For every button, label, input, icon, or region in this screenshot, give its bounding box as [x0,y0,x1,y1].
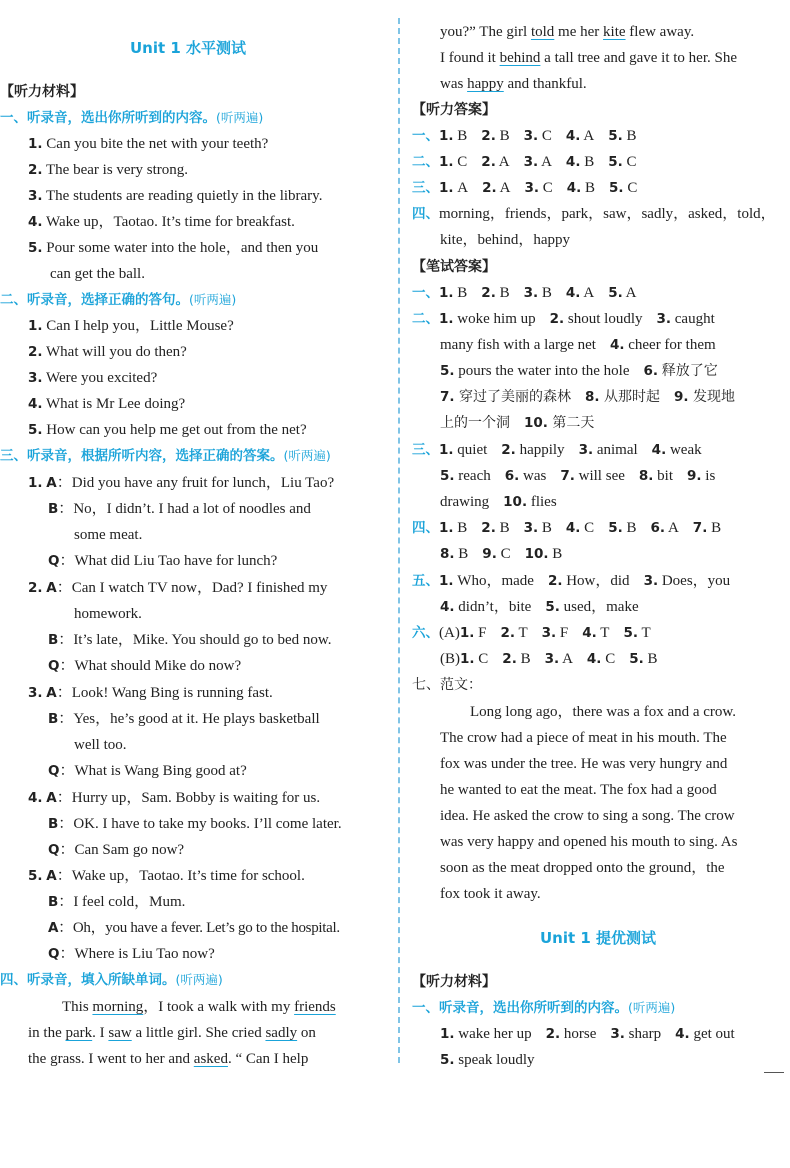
column-divider [398,18,400,1063]
answer-row-continued: (B)1. C 2. B 3. A 4. C 5. B [440,651,658,667]
dialogue-line: Q：Where is Liu Tao now? [48,946,215,962]
list-item: 1. Can I help you，Little Mouse? [28,318,234,334]
list-item: 3. The students are reading quietly in the library. [28,188,323,204]
dialogue-line: 5. A：Wake up，Taotao. It’s time for school. [28,868,305,884]
answer-row-continued: 上的一个洞 10. 第二天 [440,415,595,431]
answer-row-continued: drawing 10. flies [440,494,557,510]
answer-row-continued: kite，behind，happy [440,232,570,248]
listening-material-heading: 【听力材料】 [0,84,84,100]
essay-line: The crow had a piece of meat in his mouth. The [440,730,727,746]
dialogue-line: B：Yes，he’s good at it. He plays basketball [48,711,320,727]
list-item: 2. What will you do then? [28,344,187,360]
essay-line: he wanted to eat the meat. The fox had a good [440,782,717,798]
answer-row: 一、1. B 2. B 3. C 4. A 5. B [412,128,637,144]
answer-row-continued: 5. pours the water into the hole 6. 释放了它 [440,363,718,379]
dialogue-line: B：It’s late，Mike. You should go to bed now. [48,632,332,648]
section-2-heading: 二、听录音，选择正确的答句。(听两遍) [0,292,237,308]
passage-line: I found it behind a tall tree and gave it to her. She [440,50,738,66]
answer-row: 三、1. A 2. A 3. C 4. B 5. C [412,180,638,196]
dialogue-line: homework. [74,606,142,622]
listening-answers-heading: 【听力答案】 [412,102,496,118]
section-3-heading: 三、听录音，根据所听内容，选择正确的答案。(听两遍) [0,448,331,464]
written-answers-heading: 【笔试答案】 [412,259,496,275]
list-item: 5. How can you help me get out from the net? [28,422,307,438]
dialogue-line: well too. [74,737,127,753]
answer-row-continued: 7. 穿过了美丽的森林 8. 从那时起 9. 发现地 [440,389,735,405]
dialogue-line: 4. A：Hurry up，Sam. Bobby is waiting for us. [28,790,321,806]
answer-row-continued: many fish with a large net 4. cheer for them [440,337,716,353]
dialogue-line: B：I feel cold，Mum. [48,894,186,910]
answer-row-continued: 4. didn’t，bite 5. used，make [440,599,639,615]
essay-heading: 七、范文： [412,677,482,693]
section-1-heading-2: 一、听录音，选出你所听到的内容。(听两遍) [412,1000,676,1016]
answer-row-continued: 8. B 9. C 10. B [440,546,563,562]
answer-row: 四、morning，friends，park，saw，sadly，asked，told， [412,206,776,222]
essay-line: fox took it away. [440,886,541,902]
listening-material-heading-2: 【听力材料】 [412,974,496,990]
passage-line: This morning，I took a walk with my friends [62,999,336,1015]
answer-row: 五、1. Who，made 2. How，did 3. Does，you [412,573,731,589]
answer-row: 四、1. B 2. B 3. B 4. C 5. B 6. A 7. B [412,520,722,536]
section-1-heading: 一、听录音，选出你所听到的内容。(听两遍) [0,110,264,126]
list-item: 3. Were you excited? [28,370,158,386]
passage-line: the grass. I went to her and asked. “ Can I help [28,1051,309,1067]
second-test-title: Unit 1 提优测试 [540,929,657,947]
essay-line: idea. He asked the crow to sing a song. The crow [440,808,735,824]
page-title: Unit 1 水平测试 [130,39,247,57]
dialogue-line: B：OK. I have to take my books. I’ll come later. [48,816,342,832]
dialogue-line: 1. A：Did you have any fruit for lunch，Liu Tao? [28,475,335,491]
list-item: 1. Can you bite the net with your teeth? [28,136,269,152]
page-corner-rule [764,1072,784,1073]
dialogue-line: A：Oh，you have a fever. Let’s go to the hospital. [48,920,340,936]
list-item: 5. Pour some water into the hole，and then you [28,240,319,256]
passage-line: was happy and thankful. [440,76,587,92]
answer-row: 1. wake her up 2. horse 3. sharp 4. get out [440,1026,735,1042]
answer-row: 三、1. quiet 2. happily 3. animal 4. weak [412,442,702,458]
list-item: 2. The bear is very strong. [28,162,189,178]
answer-row-continued: 5. reach 6. was 7. will see 8. bit 9. is [440,468,716,484]
dialogue-line: B：No，I didn’t. I had a lot of noodles and [48,501,311,517]
dialogue-line: Q：What did Liu Tao have for lunch? [48,553,278,569]
answer-row: 一、1. B 2. B 3. B 4. A 5. A [412,285,637,301]
essay-line: Long long ago，there was a fox and a crow. [470,704,737,720]
list-item: 4. Wake up，Taotao. It’s time for breakfast. [28,214,295,230]
answer-row-continued: 5. speak loudly [440,1052,535,1068]
passage-line: you?” The girl told me her kite flew away. [440,24,695,40]
list-item: 4. What is Mr Lee doing? [28,396,186,412]
dialogue-line: some meat. [74,527,143,543]
section-4-heading: 四、听录音，填入所缺单词。(听两遍) [0,972,223,988]
dialogue-line: 3. A：Look! Wang Bing is running fast. [28,685,273,701]
list-item-continued: can get the ball. [50,266,145,282]
answer-row: 六、(A)1. F 2. T 3. F 4. T 5. T [412,625,651,641]
passage-line: in the park. I saw a little girl. She cried sadly on [28,1025,316,1041]
dialogue-line: 2. A：Can I watch TV now，Dad? I finished my [28,580,328,596]
answer-row: 二、1. C 2. A 3. A 4. B 5. C [412,154,637,170]
dialogue-line: Q：What should Mike do now? [48,658,242,674]
essay-line: was very happy and opened his mouth to sing. As [440,834,738,850]
dialogue-line: Q：What is Wang Bing good at? [48,763,247,779]
essay-line: soon as the meat dropped onto the ground，the [440,860,725,876]
dialogue-line: Q：Can Sam go now? [48,842,185,858]
answer-row: 二、1. woke him up 2. shout loudly 3. caught [412,311,715,327]
essay-line: fox was under the tree. He was very hungry and [440,756,728,772]
